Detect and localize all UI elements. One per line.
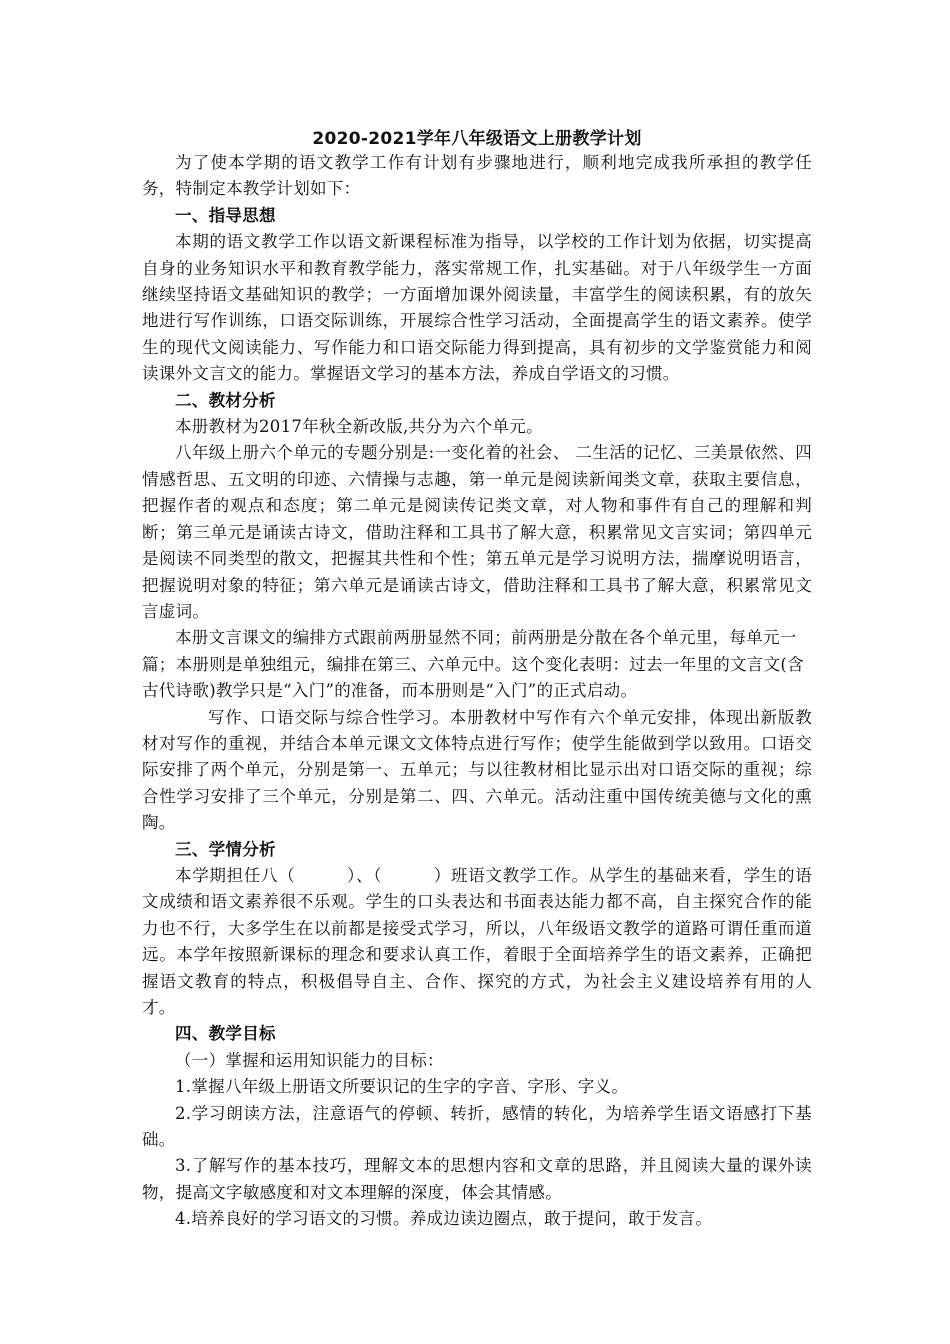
paragraph: 本册教材为2017年秋全新改版,共分为六个单元。 bbox=[175, 417, 543, 437]
list-item: 3.了解写作的基本技巧，理解文本的思想内容和文章的思路，并且阅读大量的课外读物，提高文字敏感度和对文本理解的深度，体会其情感。 bbox=[142, 1156, 812, 1202]
list-item: （一）掌握和运用知识能力的目标： bbox=[175, 1050, 444, 1070]
paragraph: 本学期担任八（ ）、（ ）班语文教学工作。从学生的基础来看，学生的语文成绩和语文素养很不乐观。学生的口头表达和书面表达能力都不高，自主探究合作的能力也不行，大多学生在以前都是接受式学习，所以，八年级语文教学的道路可谓任重而道远。本学年按照新课标的理念和要求认真工作，着眼于全面培养学生的语文素养，正确把握语文教育的特点，积极倡导自主、合作、探究的方式，为社会主义建设培养有用的人才。 bbox=[142, 865, 812, 1017]
section-heading-guiding-idea: 一、指导思想 bbox=[175, 205, 276, 225]
list-item: 1.掌握八年级上册语文所要识记的生字的字音、字形、字义。 bbox=[175, 1077, 629, 1097]
paragraph: 八年级上册六个单元的专题分别是:一变化着的社会、 二生活的记忆、三美景依然、四情感哲思、五文明的印迹、六情操与志趣，第一单元是阅读新闻类文章，获取主要信息，把握作者的观点和态度；第二单元是阅读传记类文章，对人物和事件有自己的理解和判断；第三单元是诵读古诗文，借助注释和工具书了解大意，积累常见文言实词；第四单元是阅读不同类型的散文，把握其共性和个性；第五单元是学习说明方法，揣摩说明语言，把握说明对象的特征；第六单元是诵读古诗文，借助注释和工具书了解大意，积累常见文言虚词。 bbox=[142, 443, 812, 621]
intro-paragraph: 为了使本学期的语文教学工作有计划有步骤地进行，顺利地完成我所承担的教学任务，特制定本教学计划如下： bbox=[142, 153, 812, 199]
list-item: 2.学习朗读方法，注意语气的停顿、转折，感情的转化，为培养学生语文语感打下基础。 bbox=[142, 1103, 812, 1150]
document-title: 2020-2021学年八年级语文上册教学计划 bbox=[312, 129, 642, 149]
list-item: 4.培养良好的学习语文的习惯。养成边读边圈点，敢于提问，敢于发言。 bbox=[175, 1209, 713, 1229]
document-body bbox=[142, 150, 812, 1233]
section-heading-textbook-analysis: 二、教材分析 bbox=[175, 390, 276, 410]
section-heading-student-analysis: 三、学情分析 bbox=[175, 839, 276, 859]
section-heading-teaching-goals: 四、教学目标 bbox=[175, 1024, 276, 1044]
paragraph: 本期的语文教学工作以语文新课程标准为指导，以学校的工作计划为依据，切实提高自身的业务知识水平和教育教学能力，落实常规工作，扎实基础。对于八年级学生一方面继续坚持语文基础知识的教学；一方面增加课外阅读量，丰富学生的阅读积累，有的放矢地进行写作训练，口语交际训练，开展综合性学习活动，全面提高学生的语文素养。使学生的现代文阅读能力、写作能力和口语交际能力得到提高，具有初步的文学鉴赏能力和阅读课外文言文的能力。掌握语文学习的基本方法，养成自学语文的习惯。 bbox=[142, 232, 812, 384]
paragraph: 本册文言课文的编排方式跟前两册显然不同；前两册是分散在各个单元里，每单元一篇；本册则是单独组元，编排在第三、六单元中。这个变化表明：过去一年里的文言文(含古代诗歌)教学只是“入门”的准备，而本册则是“入门”的正式启动。 bbox=[142, 628, 804, 701]
paragraph: 写作、口语交际与综合性学习。本册教材中写作有六个单元安排，体现出新版教材对写作的重视，并结合本单元课文文体特点进行写作；使学生能做到学以致用。口语交际安排了两个单元，分别是第一、五单元；与以往教材相比显示出对口语交际的重视；综合性学习安排了三个单元，分别是第二、四、六单元。活动注重中国传统美德与文化的熏陶。 bbox=[142, 707, 812, 833]
